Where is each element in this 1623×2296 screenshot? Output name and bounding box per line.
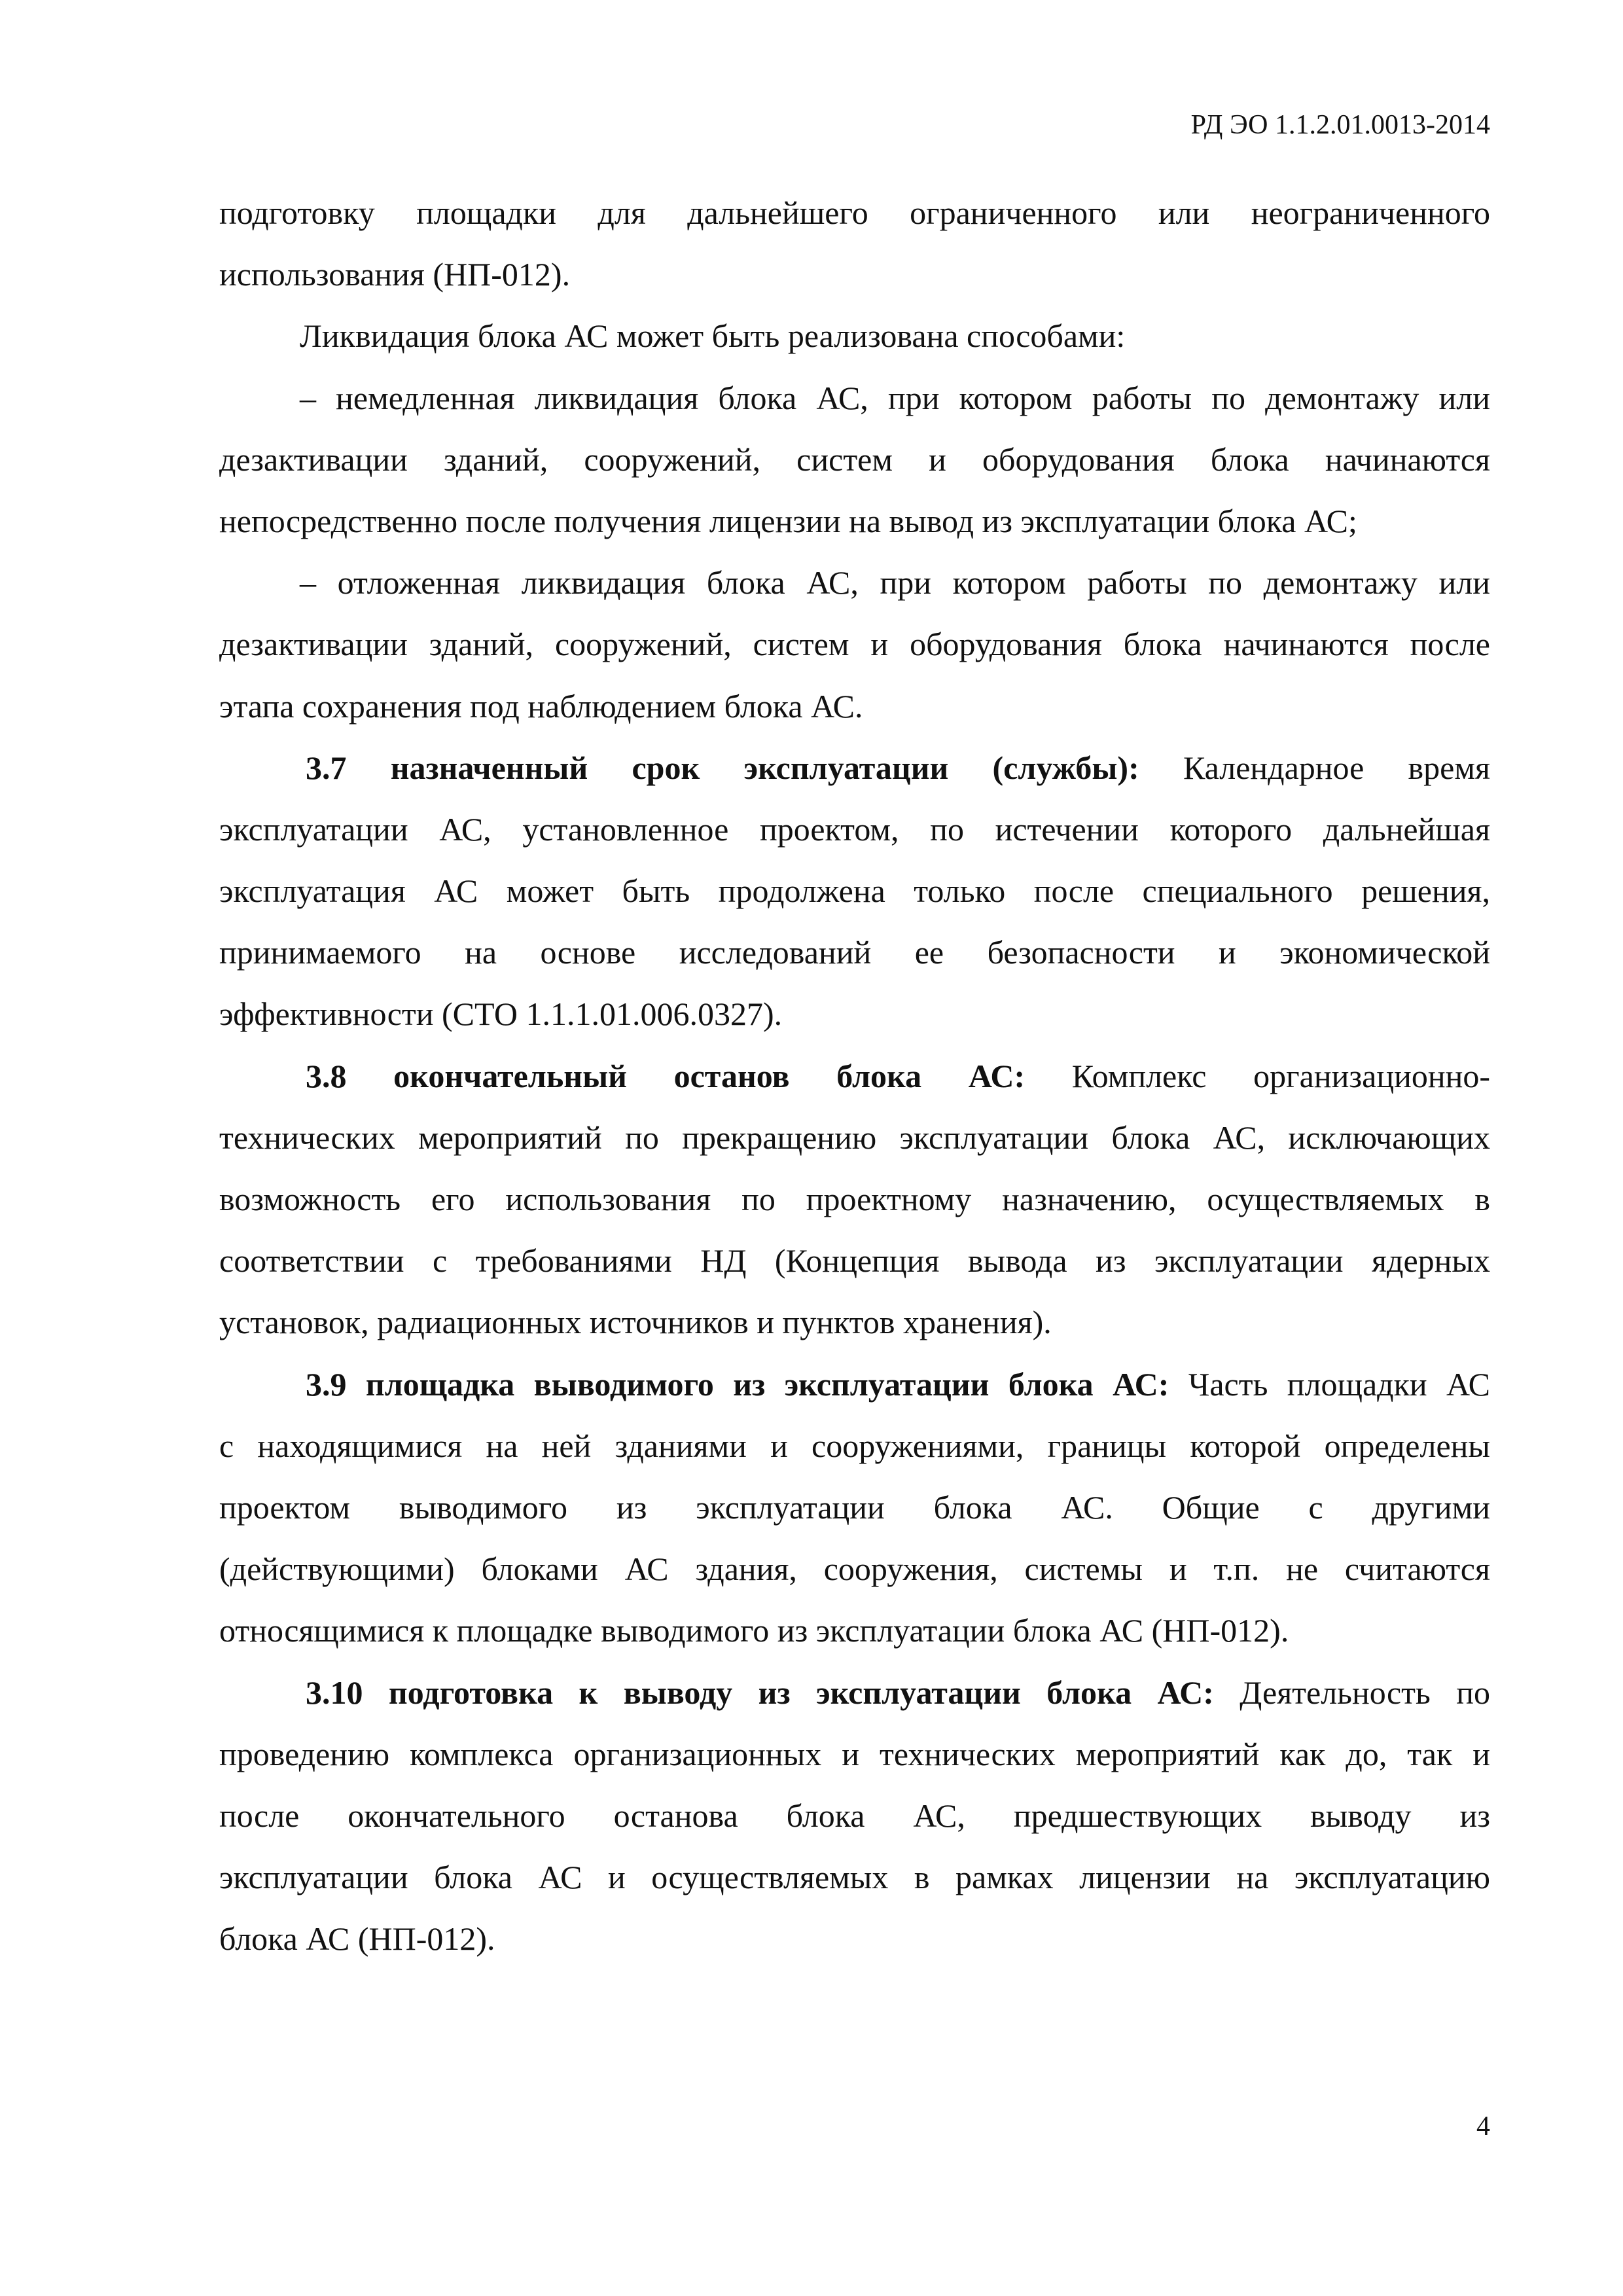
text-line: блока АС (НП-012). xyxy=(219,1920,495,1958)
term-3-9: 3.9 площадка выводимого из эксплуатации блока АС: xyxy=(306,1365,1169,1403)
term-3-10: 3.10 подготовка к выводу из эксплуатации блока АС: xyxy=(306,1674,1214,1711)
text-line: с находящимися на ней зданиями и сооружениями, границы которой определены xyxy=(219,1427,1490,1464)
text-line: установок, радиационных источников и пунктов хранения). xyxy=(219,1304,1052,1341)
list-item-line: – отложенная ликвидация блока АС, при котором работы по демонтажу или xyxy=(300,564,1490,601)
text-line: проведению комплекса организационных и технических мероприятий как до, так и xyxy=(219,1735,1490,1772)
text-line: относящимися к площадке выводимого из эксплуатации блока АС (НП-012). xyxy=(219,1612,1289,1649)
text-line: соответствии с требованиями НД (Концепция вывода из эксплуатации ядерных xyxy=(219,1242,1490,1280)
text-line: эффективности (СТО 1.1.1.01.006.0327). xyxy=(219,996,783,1033)
text-line: непосредственно после получения лицензии на вывод из эксплуатации блока АС; xyxy=(219,502,1357,539)
text-line: дезактивации зданий, сооружений, систем и оборудования блока начинаются после xyxy=(219,626,1490,663)
text-line: дезактивации зданий, сооружений, систем и оборудования блока начинаются xyxy=(219,440,1490,478)
text-line: Ликвидация блока АС может быть реализована способами: xyxy=(300,317,1126,355)
text-line: (действующими) блоками АС здания, сооружения, системы и т.п. не считаются xyxy=(219,1551,1490,1588)
document-code: РД ЭО 1.1.2.01.0013-2014 xyxy=(1190,110,1490,140)
term-heading-line: 3.10 подготовка к выводу из эксплуатации блока АС: Деятельность по xyxy=(306,1674,1490,1711)
text-line: эксплуатации АС, установленное проектом, по истечении которого дальнейшая xyxy=(219,810,1490,848)
text-line: проектом выводимого из эксплуатации блока АС. Общие с другими xyxy=(219,1488,1490,1526)
text-line: эксплуатация АС может быть продолжена только после специального решения, xyxy=(219,872,1490,910)
term-heading-line: 3.7 назначенный срок эксплуатации (службы): Календарное время xyxy=(306,749,1490,786)
text-line: эксплуатации блока АС и осуществляемых в рамках лицензии на эксплуатацию xyxy=(219,1859,1490,1896)
document-body xyxy=(219,182,1490,1969)
term-3-8: 3.8 окончательный останов блока АС: xyxy=(306,1057,1026,1094)
text-line: принимаемого на основе исследований ее безопасности и экономической xyxy=(219,934,1490,971)
text-line: этапа сохранения под наблюдением блока АС. xyxy=(219,687,863,725)
page-number: 4 xyxy=(1476,2111,1490,2142)
term-3-7: 3.7 назначенный срок эксплуатации (службы): xyxy=(306,749,1139,786)
term-heading-line: 3.8 окончательный останов блока АС: Комплекс организационно- xyxy=(306,1057,1490,1094)
text-line: технических мероприятий по прекращению эксплуатации блока АС, исключающих xyxy=(219,1119,1490,1156)
text-line: после окончательного останова блока АС, предшествующих выводу из xyxy=(219,1797,1490,1834)
term-heading-line: 3.9 площадка выводимого из эксплуатации блока АС: Часть площадки АС xyxy=(306,1365,1490,1403)
text-line: подготовку площадки для дальнейшего ограниченного или неограниченного xyxy=(219,194,1490,231)
list-item-line: – немедленная ликвидация блока АС, при котором работы по демонтажу или xyxy=(300,379,1490,416)
text-line: возможность его использования по проектному назначению, осуществляемых в xyxy=(219,1181,1490,1217)
text-line: использования (НП-012). xyxy=(219,256,571,293)
